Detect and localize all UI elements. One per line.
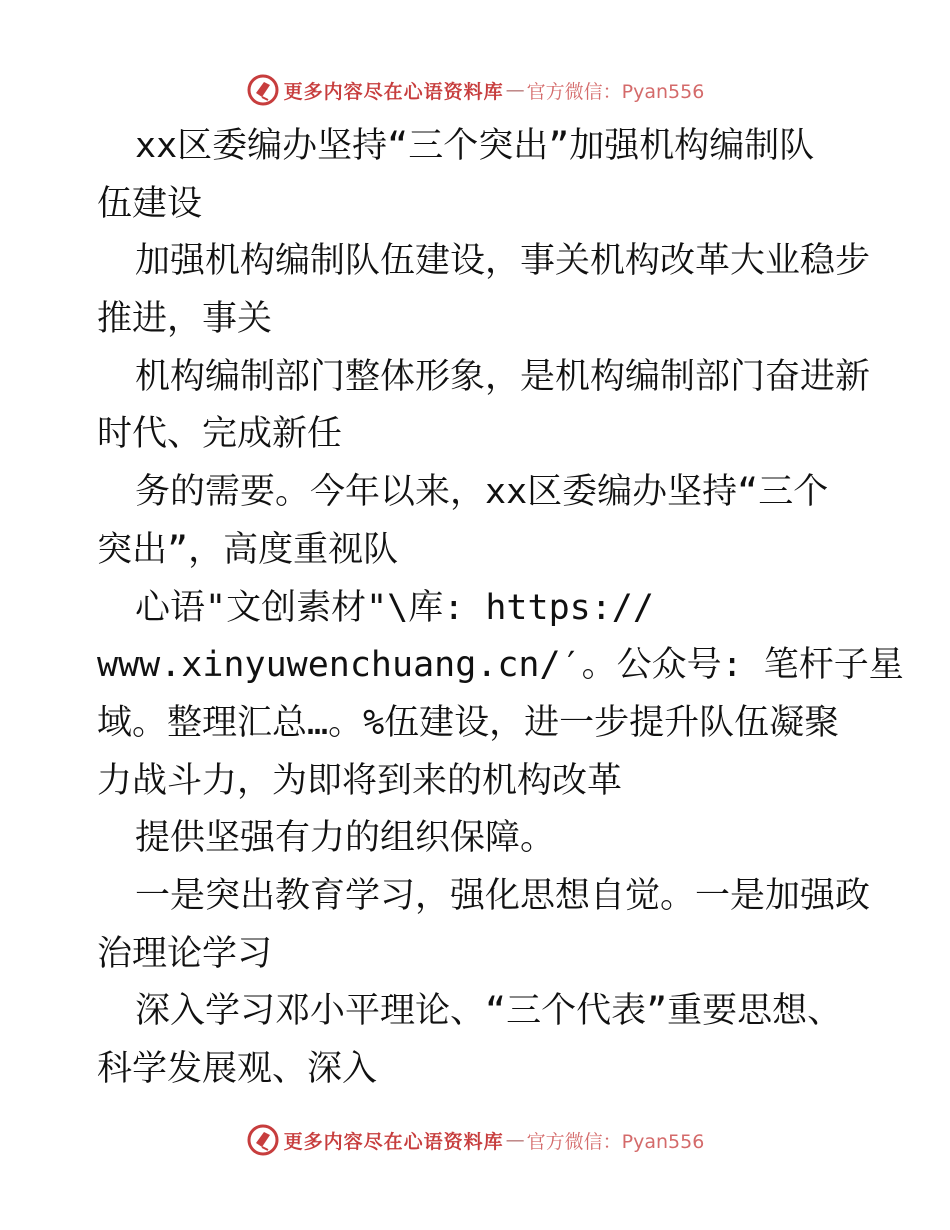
logo-icon [246,1123,280,1157]
text-line: 深入学习邓小平理论、“三个代表”重要思想、 [135,991,843,1032]
text-line: 科学发展观、深入 [97,1049,378,1089]
text-line: 伍建设 [97,183,203,224]
text-line: www.xinyuwenchuang.cn/′。公众号: 笔杆子星 [97,645,904,686]
banner-dash: — [505,79,525,101]
text-line: 治理论学习 [97,933,273,974]
header-banner [0,70,950,110]
text-line: xx区委编办坚持“三个突出”加强机构编制队 [135,126,815,166]
footer-banner [0,1120,950,1160]
banner-wechat-text: 官方微信：Pyan556 [526,80,705,103]
text-line: 一是突出教育学习，强化思想自觉。一是加强政 [135,875,871,916]
document-body [97,118,904,1099]
text-line: 机构编制部门整体形象，是机构编制部门奋进新 [135,356,871,397]
text-line: 突出”，高度重视队 [97,529,399,570]
text-line: 时代、完成新任 [97,414,343,455]
banner-wechat-text: 官方微信：Pyan556 [526,1130,705,1153]
banner-dash: — [505,1129,525,1151]
text-line: 务的需要。今年以来，xx区委编办坚持“三个 [135,472,829,513]
text-line: 加强机构编制队伍建设，事关机构改革大业稳步 [135,241,871,282]
banner-main-text: 更多内容尽在心语资料库 [283,1130,504,1153]
text-line: 心语"文创素材"\库: https:// [135,587,654,628]
text-line: 域。整理汇总…。%伍建设，进一步提升队伍凝聚 [97,702,840,743]
text-line: 推进，事关 [97,299,273,340]
text-line: 提供坚强有力的组织保障。 [135,818,556,859]
logo-icon [246,73,280,107]
text-line: 力战斗力，为即将到来的机构改革 [97,760,623,801]
banner-main-text: 更多内容尽在心语资料库 [283,80,504,103]
